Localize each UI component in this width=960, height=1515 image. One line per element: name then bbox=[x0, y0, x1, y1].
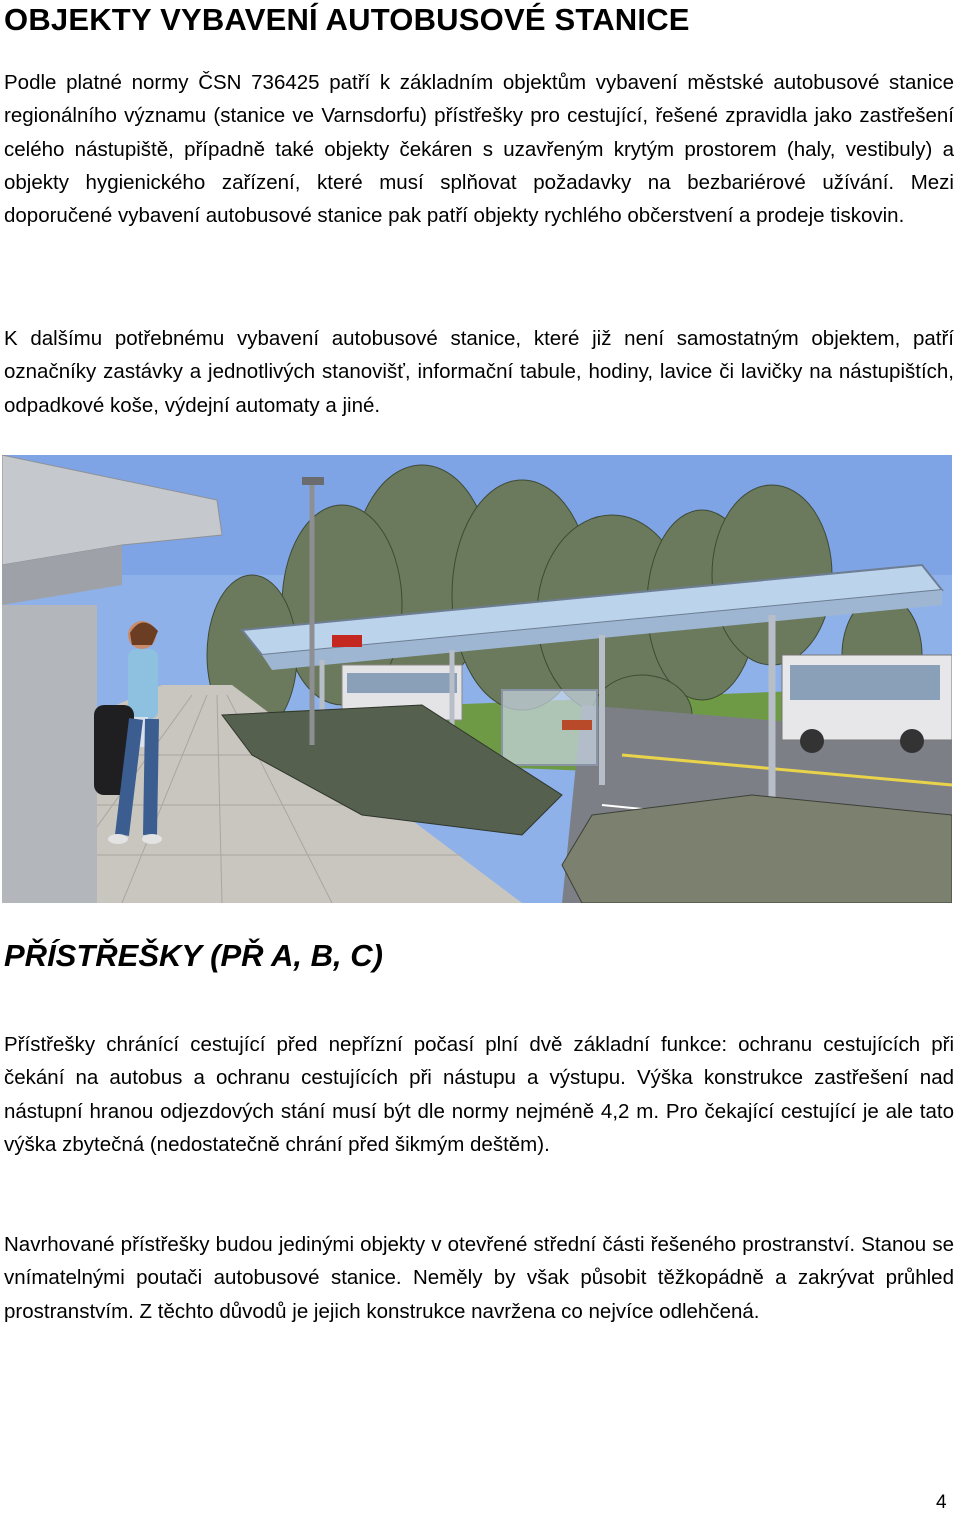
shelters-paragraph-1: Přístřešky chránící cestující před nepřízní počasí plní dvě základní funkce: ochranu cestujících při čekání na autobus a ochranu cestujících při nástupu a výstupu. Výška konstrukce zastřešení nad nástupní hranou odjezdových stání musí být dle normy nejméně 4,2 m. Pro čekající cestující je ale tato výška zbytečná (nedostatečně chrání před šikmým deštěm). bbox=[4, 1033, 954, 1157]
shelters-paragraph-2: Navrhované přístřešky budou jedinými objekty v otevřené střední části řešeného prostranství. Stanou se vnímatelnými poutači autobusové stanice. Neměly by však působit těžkopádně a zakrývat průhled prostranstvím. Z těchto důvodů je jejich konstrukce navržena co nejvíce odlehčená. bbox=[4, 1233, 954, 1323]
equipment-paragraph: K dalšímu potřebnému vybavení autobusové stanice, které již není samostatným objektem, patří označníky zastávky a jednotlivých stanovišť, informační tabule, hodiny, lavice či lavičky na nástupištích, odpadkové koše, výdejní automaty a jiné. bbox=[4, 327, 954, 417]
section-title: OBJEKTY VYBAVENÍ AUTOBUSOVÉ STANICE bbox=[4, 2, 690, 37]
section-title-shelters: PŘÍSTŘEŠKY (PŘ A, B, C) bbox=[4, 938, 383, 973]
page-number: 4 bbox=[936, 1492, 947, 1513]
bus-station-rendering bbox=[2, 455, 952, 903]
intro-paragraph: Podle platné normy ČSN 736425 patří k základním objektům vybavení městské autobusové stanice regionálního významu (stanice ve Varnsdorfu) přístřešky pro cestující, řešené zpravidla jako zastřešení celého nástupiště, případně také objekty čekáren s uzavřeným krytým prostorem (haly, vestibuly) a objekty hygienického zařízení, které musí splňovat požadavky na bezbariérové užívání. Mezi doporučené vybavení autobusové stanice pak patří objekty rychlého občerstvení a prodeje tiskovin. bbox=[4, 71, 954, 228]
